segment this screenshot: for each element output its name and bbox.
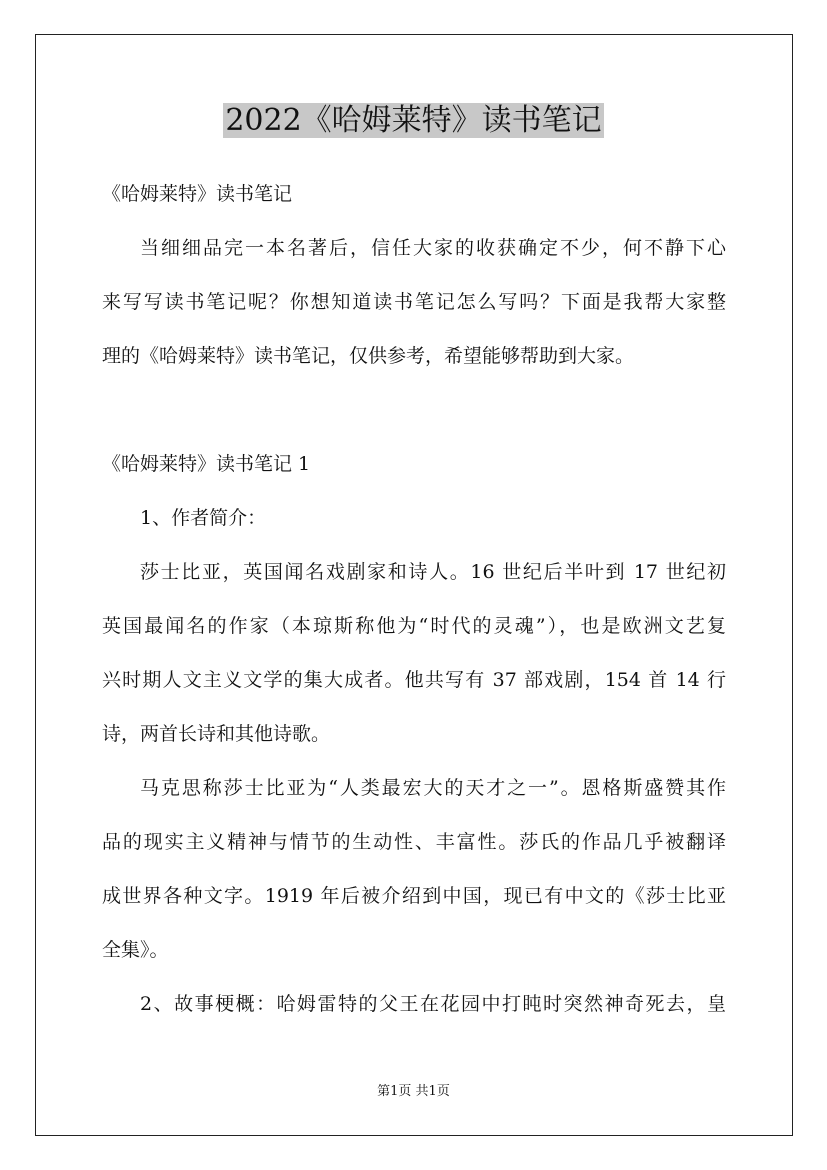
author-para-line-2: 英国最闻名的作家（本琼斯称他为“时代的灵魂”），也是欧洲文艺复 (102, 615, 726, 637)
intro-line-1: 当细细品完一本名著后，信任大家的收获确定不少，何不静下心 (140, 237, 726, 259)
intro-line-2: 来写写读书笔记呢？你想知道读书笔记怎么写吗？下面是我帮大家整 (102, 291, 726, 313)
author-para-line-3: 兴时期人文主义文学的集大成者。他共写有 37 部戏剧，154 首 14 行 (102, 669, 726, 691)
document-title-text: 2022《哈姆莱特》读书笔记 (225, 103, 602, 138)
praise-para-line-3: 成世界各种文字。1919 年后被介绍到中国，现已有中文的《莎士比亚 (102, 885, 726, 907)
section-heading: 《哈姆莱特》读书笔记 (102, 183, 293, 205)
praise-para-line-2: 品的现实主义精神与情节的生动性、丰富性。莎氏的作品几乎被翻译 (102, 831, 726, 853)
author-para-line-1: 莎士比亚，英国闻名戏剧家和诗人。16 世纪后半叶到 17 世纪初 (140, 561, 726, 583)
praise-para-line-1: 马克思称莎士比亚为“人类最宏大的天才之一”。恩格斯盛赞其作 (140, 777, 726, 799)
subsection-heading-1: 《哈姆莱特》读书笔记 1 (102, 453, 311, 475)
document-title (0, 101, 827, 141)
page-footer: 第1页 共1页 (377, 1084, 450, 1099)
intro-line-3: 理的《哈姆莱特》读书笔记，仅供参考，希望能够帮助到大家。 (102, 345, 635, 367)
list-item-1-heading: 1、作者简介： (140, 507, 267, 529)
author-para-line-4: 诗，两首长诗和其他诗歌。 (102, 723, 331, 745)
praise-para-line-4: 全集》。 (102, 939, 169, 961)
plot-para-line-1: 2、故事梗概：哈姆雷特的父王在花园中打盹时突然神奇死去，皇 (140, 993, 726, 1015)
